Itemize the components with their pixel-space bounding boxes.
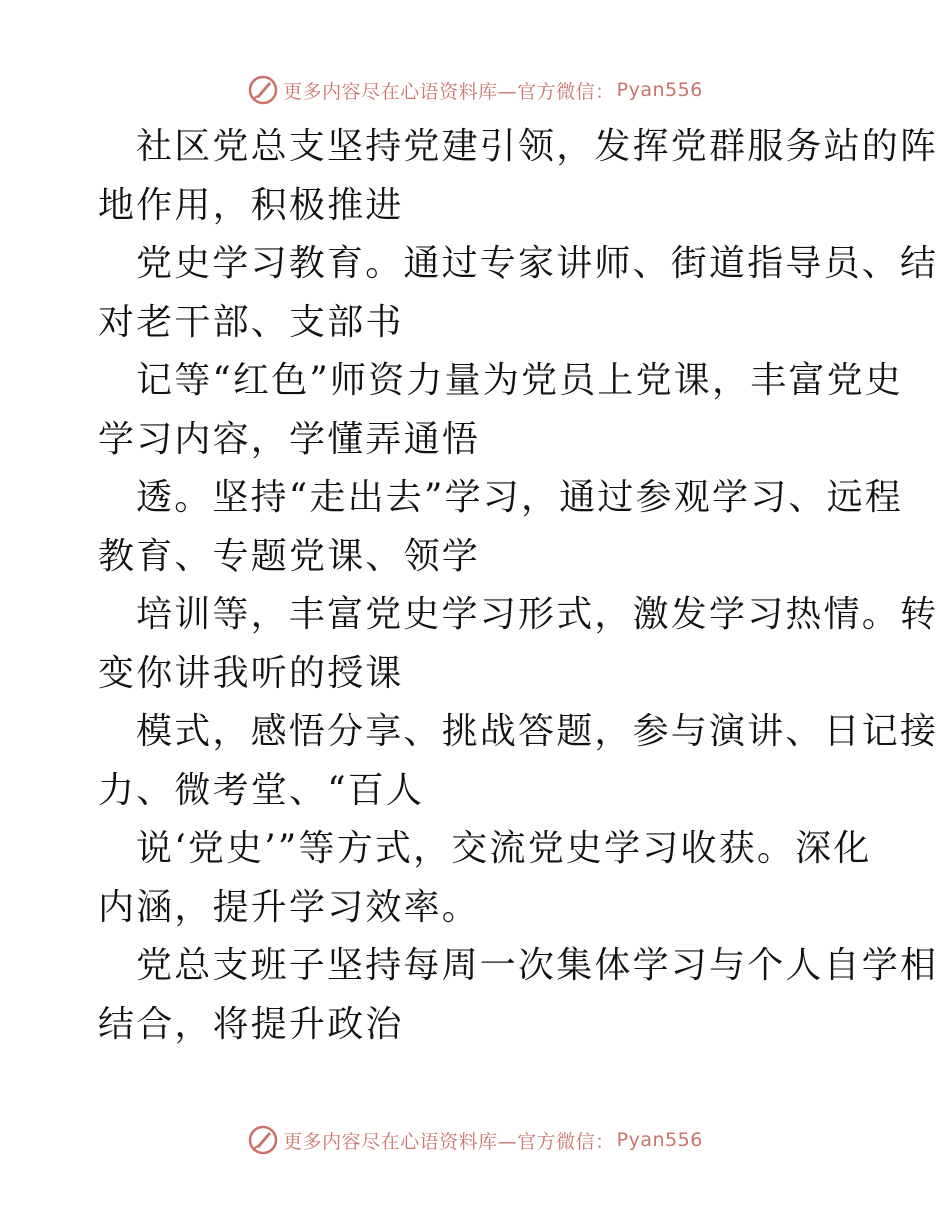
text-line: 记等“红色”师资力量为党员上党课，丰富党史 [136,360,904,401]
text-line: 对老干部、支部书 [98,301,404,343]
watermark-wechat-id: Pyan556 [616,79,703,101]
quill-logo-icon [247,74,279,106]
text-line: 学习内容，学懂弄通悟 [98,418,481,460]
text-line: 结合，将提升政治 [98,1003,404,1045]
text-line: 模式，感悟分享、挑战答题，参与演讲、日记接 [136,711,939,752]
footer-watermark [0,1120,950,1160]
text-line: 培训等，丰富党史学习形式，激发学习热情。转 [136,594,939,635]
document-body [98,118,939,1054]
header-watermark [0,70,950,110]
text-line: 党史学习教育。通过专家讲师、街道指导员、结 [136,243,939,284]
text-line: 党总支班子坚持每周一次集体学习与个人自学相 [136,945,939,986]
text-line: 变你讲我听的授课 [98,652,404,694]
text-line: 说‘党史’”等方式，交流党史学习收获。深化 [136,828,872,869]
text-line: 教育、专题党课、领学 [98,535,481,577]
text-line: 内涵，提升学习效率。 [98,886,481,928]
text-line: 地作用，积极推进 [98,184,404,226]
text-line: 透。坚持“走出去”学习，通过参观学习、远程 [136,477,904,518]
watermark-text: 更多内容尽在心语资料库—官方微信： [283,1130,615,1153]
quill-logo-icon [247,1124,279,1156]
text-line: 社区党总支坚持党建引领，发挥党群服务站的阵 [136,126,939,167]
text-line: 力、微考堂、“百人 [98,769,425,811]
watermark-wechat-id: Pyan556 [616,1129,703,1151]
watermark-text: 更多内容尽在心语资料库—官方微信： [283,80,615,103]
